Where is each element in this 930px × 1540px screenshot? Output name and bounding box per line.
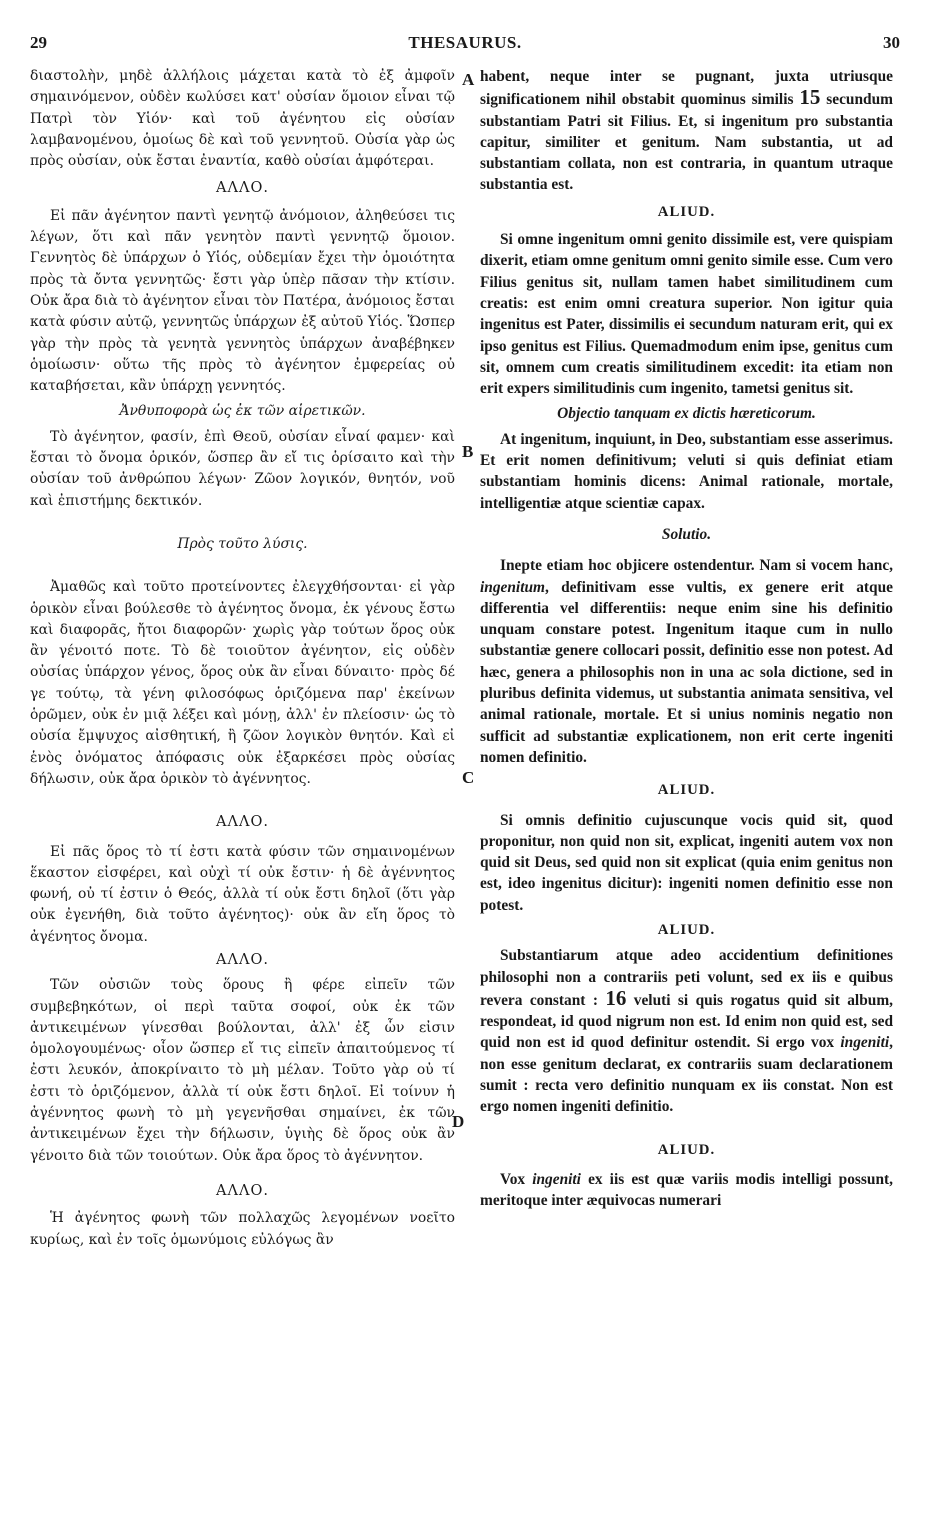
page-number-right: 30 <box>883 33 900 52</box>
greek-heading: ΑΛΛΟ. <box>216 180 269 197</box>
greek-paragraph: Τῶν οὐσιῶν τοὺς ὅρους ἢ φέρε εἰπεῖν τῶν συμβεβηκότων, οἱ περὶ ταῦτα σοφοί, οὐκ ἐκ τῶν ἀντικειμένων γίνεσθαι βούλονται, ἀλλ' ἐξ ὧν εἰσιν ὁμολογουμένως· οἷον ὥσπερ εἴ τις εἰπεῖν ἀπαιτούμενος τί ἐστι λευκόν, ἀποκρίναιτο τὸ μὴ μέλαν. Τοῦτο γὰρ οὐ τί ἐστι τὸ ὁριζόμενον, ἀλλὰ τί οὐκ ἔστι δηλοῖ. Εἰ τοίνυν ἡ ἀγέννητος φωνὴ τὸ μὴ γεγενῆσθαι σημαίνει, ἐκ τῶν ἀντικειμένων ἔχει τὴν δήλωσιν, ὑγιὴς δὲ ὅρος οὐκ ἂν γένοιτο διὰ τῶν τοιούτων. Οὐκ ἄρα ὅρος τὸ ἀγέννητον. <box>30 977 455 1164</box>
margin-number: 16 <box>605 985 627 1010</box>
latin-text: , non esse genitum declarat, ex contrariis suam declarationem sumit : recta vero definitio nunquam ex iis constat. Non est ergo nomen ingeniti definitio. <box>480 1034 893 1116</box>
latin-heading: ALIUD. <box>657 782 716 799</box>
latin-heading: ALIUD. <box>657 1141 716 1158</box>
running-title: THESAURUS. <box>408 33 522 52</box>
greek-heading: Πρὸς τοῦτο λύσις. <box>177 535 308 552</box>
latin-text: , definitivam esse vultis, ex genere erit atque differentia vel differentiis: neque enim sine his definitio unquam constare potest. Ingenitum itaque cum in nullo substantiæ genere collocari possit, definitio esse non potest. Ad hæc, genera a philosophis non in una ac sola dictione, sed in pluribus definita videmus, ut substantia animata sensitiva, vel animal rationale, mortale. Et si unius nominis negatio non sufficit ad substantiæ explicationem, non erit certe ingeniti nomen definitio. <box>480 578 893 766</box>
greek-paragraph: διαστολὴν, μηδὲ ἀλλήλοις μάχεται κατὰ τὸ ἐξ ἀμφοῖν σημαινόμενον, οὐδὲν κωλύσει κατ' οὐσίαν ὅμοιον εἶναι τῷ Πατρὶ τὸν Υἱόν· καὶ τοῦ ἀγένητου εἰς οὐσίαν λαμβανομένου, ὁμοίως δὲ καὶ τοῦ γεννητοῦ. Οὐσία γὰρ ὡς πρὸς οὐσίαν, οὐκ ἔσται ἐναντία, καθὸ οὐσίαι ἀμφότεραι. <box>30 68 455 170</box>
section-marker-a: A <box>462 70 475 89</box>
latin-text: veluti si quis rogatus quid sit album, respondeat, id quod nigrum non est. Id enim non quid est, sed quid non est id quod definitur ostendit. Si ergo vox <box>480 991 893 1052</box>
greek-heading: ΑΛΛΟ. <box>216 1182 269 1199</box>
latin-column <box>480 66 893 1212</box>
section-marker-c: C <box>462 768 475 787</box>
latin-text: Vox <box>500 1170 526 1188</box>
latin-text: ingeniti <box>840 1034 890 1052</box>
latin-heading: ALIUD. <box>657 203 716 220</box>
greek-heading: Ἀνθυποφορὰ ὡς ἐκ τῶν αἱρετικῶν. <box>119 403 366 420</box>
greek-heading: ΑΛΛΟ. <box>216 951 269 968</box>
latin-paragraph: Si omnis definitio cujuscunque vocis quid sit, quod proponitur, non quid non sit, explicat, ingeniti autem vox non quid sit Deus, sed quid non sit explicat (quia enim genitus non est, ideo ingenitus dicitur): ingeniti nomen definitio esse non potest. <box>480 811 893 914</box>
section-marker-d: D <box>452 1112 465 1131</box>
page-header <box>30 33 900 59</box>
latin-paragraph <box>480 945 893 1117</box>
greek-paragraph: Τὸ ἀγένητον, φασίν, ἐπὶ Θεοῦ, οὐσίαν εἶναί φαμεν· καὶ ἔσται τὸ ὄνομα ὁρικόν, ὥσπερ ἂν εἴ τις ὁρίσαιτο καὶ τὴν οὐσίαν τοῦ ἀνθρώπου λέγων· Ζῶον λογικόν, θνητόν, νοῦ καὶ ἐπιστήμης δεκτικόν. <box>30 428 455 509</box>
latin-text: secundum substantiam Patri sit Filius. Et, si ingenitum pro substantia capitur, similiter et genitum. Nam substantia, ut ad substantiam collata, non est contraria, in quantum utraque substantia est. <box>480 91 893 194</box>
latin-text: Substantiarum atque adeo accidentium definitiones philosophi non a contrariis peti volunt, sed ex iis e quibus revera constant : <box>480 947 893 1009</box>
greek-paragraph: Εἰ πᾶν ἀγένητον παντὶ γενητῷ ἀνόμοιον, ἀληθεύσει τις λέγων, ὅτι καὶ πᾶν γενητὸν παντὶ γεννητῷ ὅμοιον. Γεννητὸς δὲ ὑπάρχων ὁ Υἱός, οὐδεμίαν ἔχει τὴν ὁμοιότητα πρὸς τὰ ὄντα γεννητῶς· ἔστι γὰρ ὑπὲρ πᾶσαν τὴν κτίσιν. Οὐκ ἄρα διὰ τὸ ἀγένητον εἶναι τὸν Πατέρα, ἀνόμοιος ἔσται κατὰ φύσιν αὐτῷ, γεννητῶς ὑπάρχων ἐξ αὐτοῦ Υἱός. Ὥσπερ γὰρ τὴν πρὸς τὰ γενητὰ γεννητὸς ὑπάρχων ἀναβέβηκεν ὁμοίωσιν· οὕτω τῆς πρὸς τὸ ἀγένητον ἐμφερείας οὐ καταβήσεται, κἂν ὑπάρχῃ γεννητός. <box>30 207 455 395</box>
latin-paragraph <box>480 66 893 196</box>
latin-text: ingeniti <box>532 1170 581 1188</box>
latin-text: Inepte etiam hoc objicere ostendentur. Nam si vocem hanc, <box>500 557 893 575</box>
greek-paragraph: Ἀμαθῶς καὶ τοῦτο προτείνοντες ἐλεγχθήσονται· εἰ γὰρ ὁρικὸν εἶναι βούλεσθε τὸ ἀγένητος ὄνομα, ἐκ γένους ἔστω καὶ διαφορᾶς, ἤτοι διαφορῶν· χωρὶς γὰρ τούτων ὅρος οὐκ ἂν γένοιτό ποτε. Τὸ δὲ τοιοῦτον ἀγένητον, εἰς οὐδὲν οὐσίας ὑπάρχον γένος, ὅρος οὐκ ἂν εἶναι δύναιτο· πρὸς δέ γε τούτῳ, τὰ γένη φιλοσόφως ὁριζόμενα παρ' ἐκείνων ὁρῶμεν, οὐκ ἐν μιᾷ λέξει καὶ μόνῃ, ἀλλ' ἐν πλείοσιν· ὡς τὸ οὐσία ἔμψυχος αἰσθητική, ἢ ζῶον λογικὸν θνητόν. Καὶ εἰ ἑνὸς ὀνόματος ἀπόφασις οὐκ ἐξαρκέσει πρὸς οὐσίας δήλωσιν, οὐκ ἄρα ὁρικὸν τὸ ἀγέννητος. <box>30 579 455 787</box>
latin-heading: ALIUD. <box>657 921 716 938</box>
latin-heading: Solutio. <box>661 525 712 543</box>
latin-paragraph: At ingenitum, inquiunt, in Deo, substantiam esse asserimus. Et erit nomen definitivum; veluti si quis definiat etiam substantiam hominis dicens: Animal rationale, mortale, intelligentiæ atque scientiæ capax. <box>480 430 893 512</box>
latin-paragraph <box>480 555 893 768</box>
greek-column <box>30 66 455 1251</box>
latin-text: ex iis est quæ variis modis intelligi possunt, meritoque inter æquivocas numerari <box>480 1170 894 1210</box>
page-number-left: 29 <box>30 33 47 52</box>
greek-paragraph: Εἰ πᾶς ὅρος τὸ τί ἐστι κατὰ φύσιν τῶν σημαινομένων ἕκαστον εἰσφέρει, καὶ οὐχὶ τί οὐκ ἔστιν· ἡ δὲ ἀγέννητος φωνή, οὐ τί ἐστιν ὁ Θεός, ἀλλὰ τί οὐκ ἔστι δηλοῖ (ὅτι γὰρ οὐκ ἐγενήθη, διὰ τοῦτο ἀγένητος)· οὐκ ἂν εἴη ὅρος τὸ ἀγένητος ὄνομα. <box>30 843 455 945</box>
latin-text: ingenitum <box>480 578 546 596</box>
latin-text: habent, neque inter se pugnant, juxta utriusque significationem nihil obstabit quominus similis <box>480 68 893 109</box>
latin-paragraph: Si omne ingenitum omni genito dissimile est, vere quispiam dixerit, etiam omne genitum omni genito simile esse. Cum vero Filius genitus sit, nullam tamen habet similitudinem cum creatis: est enim omni creatura superior. Non igitur quia ingenitus est Pater, dissimilis ei secundum naturam erit, qui ex ipso genitus est Filius. Quemadmodum enim ipse, genitus cum sit, omnem cum creatis similitudinem excedit: ita etiam non erit expers similitudinis cum ingenito, tametsi genitus sit. <box>480 231 893 398</box>
latin-paragraph <box>480 1169 893 1212</box>
margin-number: 15 <box>799 85 821 110</box>
greek-paragraph: Ἡ ἀγένητος φωνὴ τῶν πολλαχῶς λεγομένων νοεῖτο κυρίως, καὶ ἐν τοῖς ὁμωνύμοις εὐλόγως ἂν <box>30 1210 455 1248</box>
greek-heading: ΑΛΛΟ. <box>216 814 269 831</box>
latin-heading: Objectio tanquam ex dictis hæreticorum. <box>557 405 816 423</box>
section-marker-b: B <box>462 442 474 461</box>
